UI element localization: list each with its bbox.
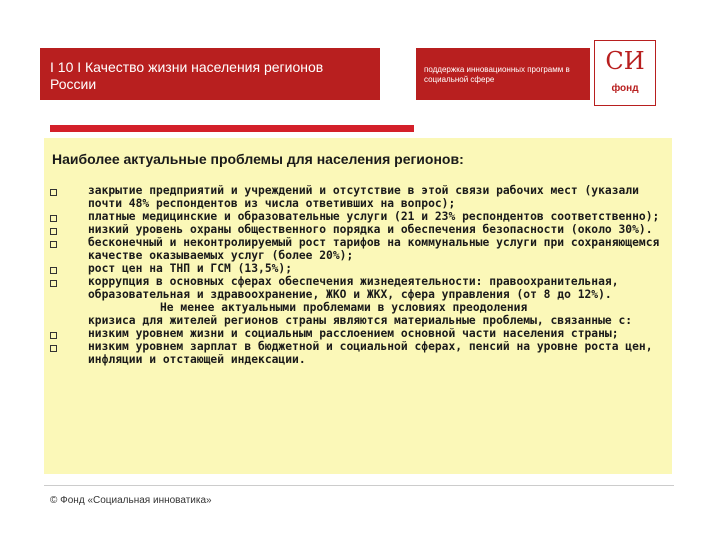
note-line-1: Не менее актуальными проблемами в условиях преодоления xyxy=(160,301,528,314)
list-item xyxy=(50,340,670,366)
square-bullet-icon xyxy=(50,332,57,339)
square-bullet-icon xyxy=(50,345,57,352)
tagline-text: поддержка инновационных программ в социальной сфере xyxy=(424,65,570,84)
square-bullet-icon xyxy=(50,189,57,196)
square-bullet-icon xyxy=(50,241,57,248)
list-item xyxy=(50,275,670,301)
logo-caption: фонд xyxy=(611,83,639,94)
list-item xyxy=(50,184,670,210)
list-item-text: низким уровнем жизни и социальным расслоением основной части населения страны; xyxy=(88,327,619,340)
square-bullet-icon xyxy=(50,215,57,222)
list-item xyxy=(50,223,670,236)
slide-title: I 10 I Качество жизни населения регионов России xyxy=(50,59,324,92)
list-item xyxy=(50,236,670,262)
slide-title-box xyxy=(40,48,380,100)
footer-divider xyxy=(44,485,674,486)
square-bullet-icon xyxy=(50,267,57,274)
list-item-text: низким уровнем зарплат в бюджетной и социальной сферах, пенсий на уровне роста цен, инфляции и отстающей индексации. xyxy=(88,340,653,366)
problem-list xyxy=(50,184,670,366)
note-line xyxy=(50,314,670,327)
note-line xyxy=(50,301,670,314)
list-item-text: закрытие предприятий и учреждений и отсутствие в этой связи рабочих мест (указали почти 48% респондентов из числа ответивших на вопрос); xyxy=(88,184,639,210)
footer-copyright: © Фонд «Социальная инноватика» xyxy=(50,495,212,506)
list-item xyxy=(50,262,670,275)
list-item-text: платные медицинские и образовательные услуги (21 и 23% респондентов соответственно); xyxy=(88,210,660,223)
note-line-2: кризиса для жителей регионов страны являются материальные проблемы, связанные с: xyxy=(88,314,633,327)
square-bullet-icon xyxy=(50,280,57,287)
list-item-text: бесконечный и неконтролируемый рост тарифов на коммунальные услуги при сохраняющемся качестве оказываемых услуг (более 20%); xyxy=(88,236,660,262)
fund-logo xyxy=(594,40,656,106)
list-item xyxy=(50,327,670,340)
list-item xyxy=(50,210,670,223)
list-item-text: рост цен на ТНП и ГСМ (13,5%); xyxy=(88,262,293,275)
accent-divider xyxy=(50,125,414,132)
logo-monogram: СИ xyxy=(605,47,645,75)
list-item-text: коррупция в основных сферах обеспечения жизнедеятельности: правоохранительная, образовательная и здравоохранение, ЖКО и ЖКХ, сфера управления (от 8 до 12%). xyxy=(88,275,619,301)
content-heading: Наиболее актуальные проблемы для населения регионов: xyxy=(52,151,464,167)
square-bullet-icon xyxy=(50,228,57,235)
list-item-text: низкий уровень охраны общественного порядка и обеспечения безопасности (около 30%). xyxy=(88,223,653,236)
tagline-box xyxy=(416,48,590,100)
